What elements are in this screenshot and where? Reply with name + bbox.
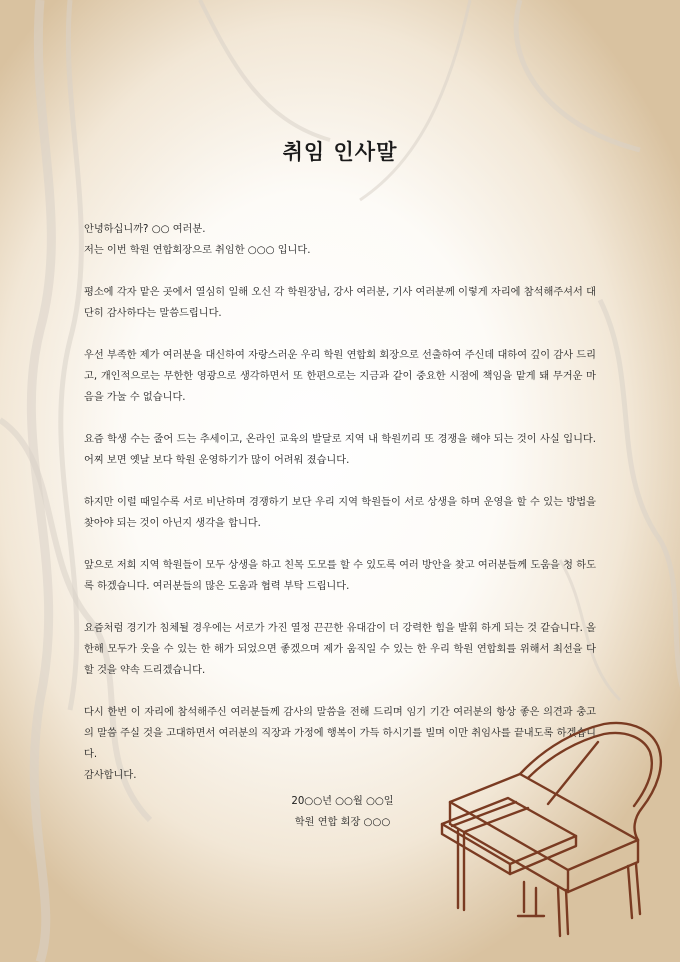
body-paragraph: 다시 한번 이 자리에 참석해주신 여러분들께 감사의 말씀을 전해 드리며 임기 기간 여러분의 항상 좋은 의견과 충고의 말씀 주실 것을 고대하면서 여러분의 직장과 가정에 행복이 가득 하시기를 빌며 이만 취임사를 끝내도록 하겠습니다. [84, 707, 596, 760]
greeting-line: 안녕하십니까? ○○ 여러분. [84, 224, 206, 235]
body-paragraph: 요즘 학생 수는 줄어 드는 추세이고, 온라인 교육의 발달로 지역 내 학원끼리 또 경쟁을 해야 되는 것이 사실 입니다. 어찌 보면 옛날 보다 학원 운영하기가 많이 어려워 졌습니다. [84, 434, 596, 466]
body-paragraph: 하지만 이럴 때일수록 서로 비난하며 경쟁하기 보단 우리 지역 학원들이 서로 상생을 하며 운영을 할 수 있는 방법을 찾아야 되는 것이 아닌지 생각을 합니다. [84, 497, 596, 529]
signer-name: 학원 연합 회장 ○○○ [294, 817, 391, 828]
letter-body [84, 219, 596, 786]
grand-piano-icon [428, 712, 678, 942]
body-paragraph: 평소에 각자 맡은 곳에서 열심히 일해 오신 각 학원장님, 강사 여러분, 기사 여러분께 이렇게 자리에 참석해주셔서 대단히 감사하다는 말씀드립니다. [84, 287, 596, 319]
body-paragraph: 우선 부족한 제가 여러분을 대신하여 자랑스러운 우리 학원 연합회 회장으로 선출하여 주신데 대하여 깊이 감사 드리고, 개인적으로는 무한한 영광으로 생각하면서 또 한편으로는 지금과 같이 중요한 시점에 책임을 맡게 돼 무거운 마음을 가눌 수 없습니다. [84, 350, 596, 403]
letter-date: 20○○년 ○○월 ○○일 [291, 796, 394, 807]
body-paragraph: 앞으로 저희 지역 학원들이 모두 상생을 하고 친목 도모를 할 수 있도록 여러 방안을 찾고 여러분들께 도움을 청 하도록 하겠습니다. 여러분들의 많은 도움과 협력 부탁 드립니다. [84, 560, 596, 592]
greeting-line: 저는 이번 학원 연합회장으로 취임한 ○○○ 입니다. [84, 245, 311, 256]
body-paragraph: 요즘처럼 경기가 침체될 경우에는 서로가 가진 열정 끈끈한 유대감이 더 강력한 힘을 발휘 하게 되는 것 같습니다. 올 한해 모두가 웃을 수 있는 한 해가 되었으면 좋겠으며 제가 움직일 수 있는 한 우리 학원 연합회를 위해서 최선을 다 할 것을 약속 드리겠습니다. [84, 623, 596, 676]
closing-line: 감사합니다. [84, 770, 137, 781]
page-title: 취임 인사말 [282, 140, 398, 164]
